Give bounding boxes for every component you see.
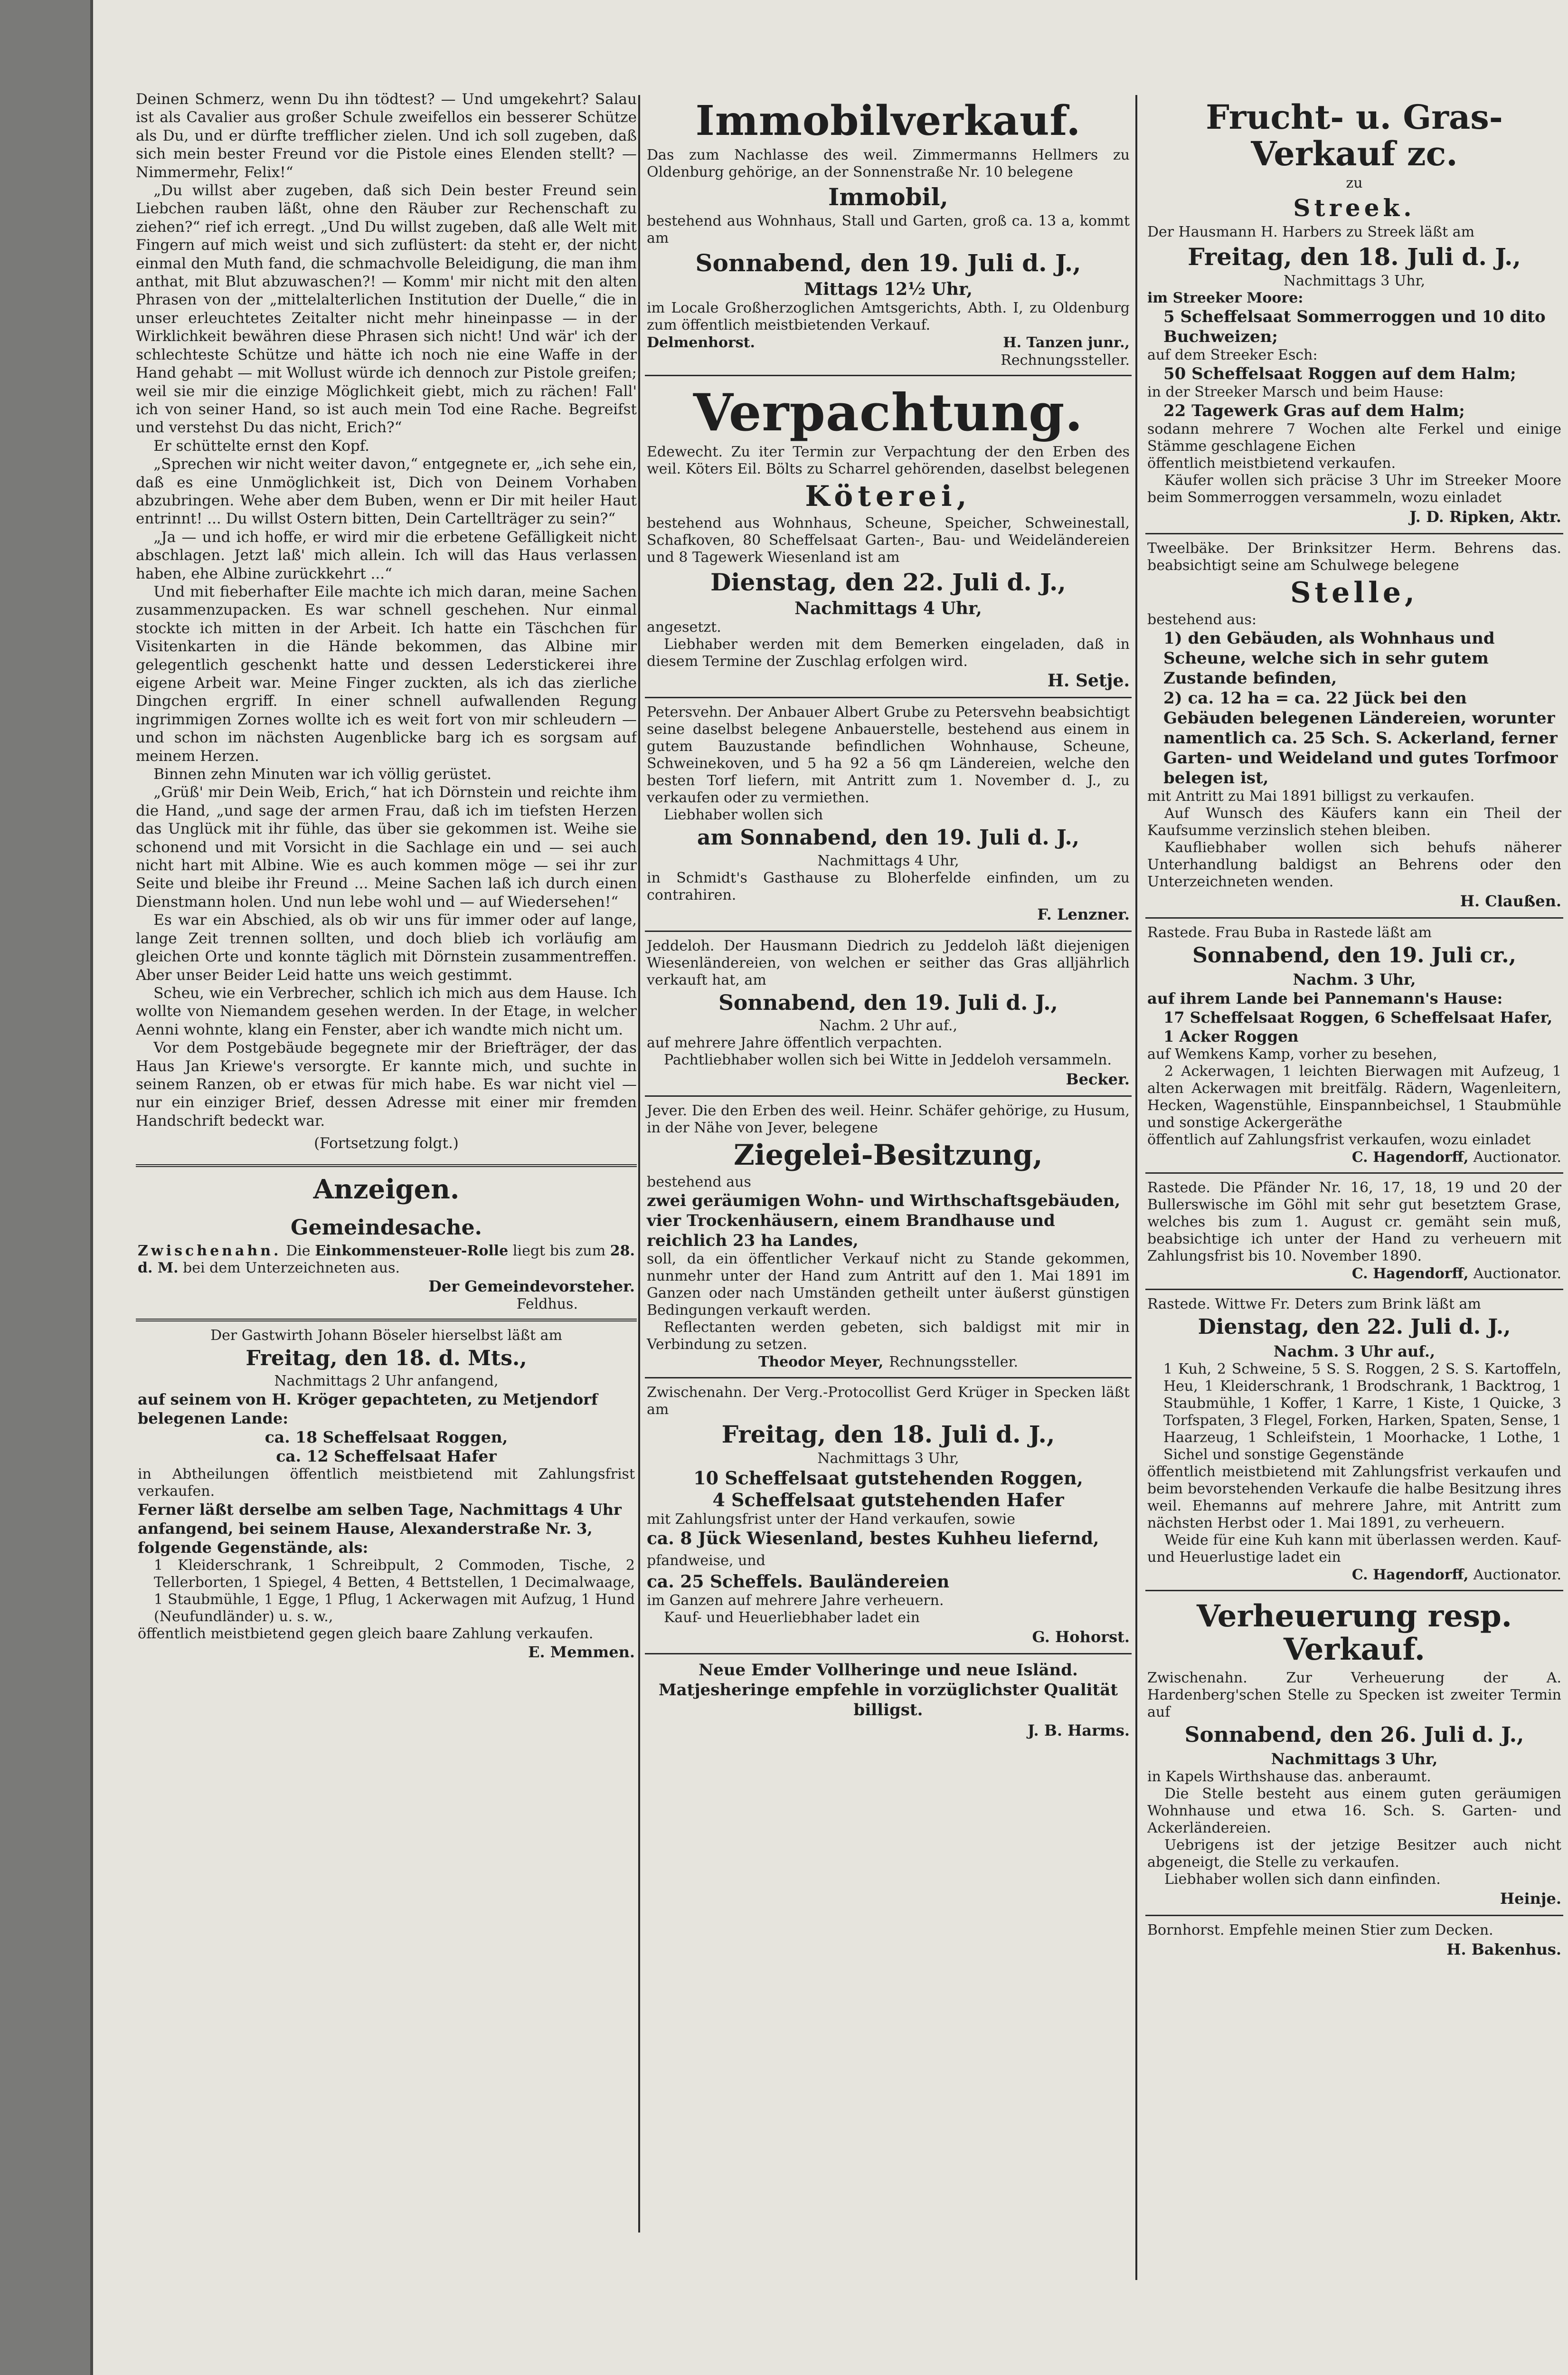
ad-signature: Delmenhorst. H. Tanzen junr., [647, 334, 1130, 351]
column-middle [645, 90, 1132, 1747]
ad-text: Ferner läßt derselbe am selben Tage, Nachmittags 4 Uhr anfangend, bei seinem Hause, Alexanderstraße Nr. 3, folgende Gegenstände, als: [138, 1500, 622, 1557]
ad-text: bestehend aus [647, 1174, 751, 1191]
ad-item: ca. 18 Scheffelsaat Roggen, [264, 1427, 508, 1446]
ad-text: Weide für eine Kuh kann mit überlassen werden. Kauf- und Heuerlustige ladet ein [1147, 1531, 1561, 1566]
ad-text: Bornhorst. Empfehle meinen Stier zum Decken. [1147, 1921, 1493, 1938]
ad-text: mit Antritt zu Mai 1891 billigst zu verkaufen. [1147, 788, 1475, 805]
ad-text: auf seinem von H. Kröger gepachteten, zu Metjendorf belegenen Lande: [138, 1390, 598, 1427]
ad-text: Jeddeloh. Der Hausmann Diedrich zu Jeddeloh läßt diejenigen Wiesenländereien, von welchen er seither das Gras alljährlich verkauft hat, am [647, 937, 1130, 988]
ad-text: auf dem Streeker Esch: [1147, 347, 1318, 363]
ad-signer: F. Lenzner. [1037, 905, 1130, 923]
ad-ziegelei [645, 1097, 1132, 1378]
story-paragraph: Binnen zehn Minuten war ich völlig gerüstet. [153, 766, 492, 783]
ad-item: 22 Tagewerk Gras auf dem Halm; [1163, 401, 1465, 420]
column-rule-2 [1135, 95, 1137, 2280]
story-paragraph: „Grüß' mir Dein Weib, Erich,“ hat ich Dörnstein und reichte ihm die Hand, „und sage der armen Frau, daß ich im tiefsten Herzen das Unglück mit ihr fühle, das über sie gekommen ist. Weihe sie schonend und mit Vorsicht in die Sachlage ein und — sei auch nicht hart mit Albine. Wie es auch kommen möge — sei ihr zur Seite und bleibe ihr Freund ... Meine Sachen laß ich durch einen Dienstmann holen. Und nun lebe wohl und — auf Wiedersehen!“ [136, 784, 637, 911]
ad-text: Liebhaber wollen sich dann einfinden. [1164, 1871, 1441, 1888]
ad-date: Freitag, den 18. Juli d. J., [1188, 243, 1521, 271]
ad-time: Nachmittags 4 Uhr, [794, 598, 982, 619]
ad-text: zwei geräumigen Wohn- und Wirthschaftsgebäuden, vier Trockenhäusern, einem Brandhause und reichlich 23 ha Landes, [647, 1191, 1121, 1251]
ad-text: auf mehrere Jahre öffentlich verpachten. [647, 1035, 943, 1052]
ad-item: 2) ca. 12 ha = ca. 22 Jück bei den Gebäuden belegenen Ländereien, worunter namentlich ca. 25 Sch. S. Ackerland, ferner Garten- und Weideland und gutes Torfmoor belegen ist, [1163, 689, 1558, 788]
ad-place: Streek. [1293, 194, 1416, 222]
ad-text: bestehend aus: [1147, 611, 1257, 628]
ad-text: auf Wemkens Kamp, vorher zu besehen, [1147, 1046, 1437, 1063]
ad-signer: H. Bakenhus. [1446, 1940, 1561, 1958]
ad-text: Kaufliebhaber wollen sich behufs näherer Unterhandlung baldigst an Behrens oder den Unterzeichneten wenden. [1147, 839, 1561, 890]
ad-text: im Streeker Moore: [1147, 290, 1304, 306]
ad-text: Jever. Die den Erben des weil. Heinr. Schäfer gehörige, zu Husum, in der Nähe von Jever, belegene [647, 1102, 1130, 1137]
ad-text: Rastede. Die Pfänder Nr. 16, 17, 18, 19 und 20 der Bullerswische im Göhl mit sehr gut besetztem Grase, welches bis zum 1. August cr. gemäht sein muß, beabsichtige ich unter der Hand zu verheuern mit Zahlungsfrist bis 10. November 1890. [1147, 1179, 1561, 1265]
ad-time: Nachmittags 3 Uhr, [817, 1450, 959, 1467]
ad-buba [1145, 919, 1563, 1174]
ad-text: bestehend aus Wohnhaus, Stall und Garten, groß ca. 13 a, kommt am [647, 212, 1130, 247]
ad-text: in Schmidt's Gasthause zu Bloherfelde einfinden, um zu contrahiren. [647, 869, 1130, 903]
ad-text: Zwischenahn. Der Verg.-Protocollist Gerd Krüger in Specken läßt am [647, 1384, 1130, 1418]
ad-date: am Sonnabend, den 19. Juli d. J., [697, 826, 1080, 850]
ad-bakenhus [1145, 1916, 1563, 1966]
ad-title: Immobilverkauf. [695, 97, 1081, 145]
ad-signature: C. Hagendorff, Auctionator. [1351, 1149, 1561, 1166]
ad-items: 1 Kleiderschrank, 1 Schreibpult, 2 Commoden, Tische, 2 Tellerborten, 1 Spiegel, 4 Betten, 4 Bettstellen, 1 Decimalwaage, 1 Staubmühle, 1 Egge, 1 Pflug, 1 Ackerwagen mit Aufzug, 1 Hund (Neufundländer) u. s. w., [154, 1557, 635, 1625]
ad-text: im Locale Großherzoglichen Amtsgerichts, Abth. I, zu Oldenburg zum öffentlich meistbietenden Verkauf. [647, 299, 1130, 333]
ad-boeseler [136, 1321, 637, 1667]
ad-time: Nachm. 3 Uhr, [1293, 970, 1416, 989]
continued-note: (Fortsetzung folgt.) [314, 1135, 459, 1152]
ad-text: sodann mehrere 7 Wochen alte Ferkel und einige Stämme geschlagene Eichen [1147, 421, 1561, 455]
ad-signer-name: Feldhus. [516, 1295, 578, 1312]
story-paragraph: Es war ein Abschied, als ob wir uns für immer oder auf lange, lange Zeit trennen sollten, und doch blieb ich vorläufig am gleichen Orte und konnte täglich mit Dörnstein zusammentreffen. Aber unser Beider Leid hatte uns weich gestimmt. [136, 912, 637, 984]
ad-verpachtung [645, 376, 1132, 699]
ad-signature: Theodor Meyer, Rechnungssteller. [758, 1354, 1019, 1371]
ad-title: Verpachtung. [693, 382, 1084, 443]
ad-text: Tweelbäke. Der Brinksitzer Herm. Behrens das. beabsichtigt seine am Schulwege belegene [1147, 540, 1561, 574]
ad-item: 17 Scheffelsaat Roggen, 6 Scheffelsaat Hafer, 1 Acker Roggen [1163, 1008, 1553, 1046]
ad-title: Gemeindesache. [291, 1216, 482, 1240]
ad-signer: H. Claußen. [1460, 892, 1561, 910]
ad-gemeindesache [136, 1208, 637, 1321]
ad-time: Nachm. 3 Uhr auf., [1273, 1342, 1436, 1360]
ad-text: Uebrigens ist der jetzige Besitzer auch nicht abgeneigt, die Stelle zu verkaufen. [1147, 1836, 1561, 1871]
ad-stelle [1145, 534, 1563, 919]
ad-date: Freitag, den 18. d. Mts., [246, 1346, 527, 1370]
ad-item: 50 Scheffelsaat Roggen auf dem Halm; [1163, 364, 1516, 383]
ad-date: Sonnabend, den 19. Juli cr., [1192, 943, 1516, 968]
ad-text: Das zum Nachlasse des weil. Zimmermanns Hellmers zu Oldenburg gehörige, an der Sonnenstraße Nr. 10 belegene [647, 146, 1130, 180]
ad-items: 1 Kuh, 2 Schweine, 5 S. S. Roggen, 2 S. S. Kartoffeln, Heu, 1 Kleiderschrank, 1 Brodschrank, 1 Backtrog, 1 Staubmühle, 1 Koffer, 1 Karre, 1 Kiste, 1 Quicke, 3 Torfspaten, 3 Flegel, Forken, Harken, Spaten, Sense, 1 Haarzeug, 1 Schleifstein, 1 Moorhacke, 1 Lothe, 1 Sichel und sonstige Gegenstände [1163, 1360, 1561, 1463]
ad-verheuerung [1145, 1591, 1563, 1916]
newspaper-page [93, 0, 1568, 2375]
story-paragraph: „Sprechen wir nicht weiter davon,“ entgegnete er, „ich sehe ein, daß es eine Unmöglichkeit ist, Dich von Deinem Vorhaben abzubringen. Wehe aber dem Buben, wenn er Dir mit heiler Haut entrinnt! ... Du willst Ostern bitten, Dein Cartellträger zu sein?“ [136, 456, 637, 528]
ad-time: Nachmittags 3 Uhr, [1283, 273, 1426, 289]
story-paragraph: Deinen Schmerz, wenn Du ihn tödtest? — Und umgekehrt? Salau ist als Cavalier aus großer Schule zweifellos ein besserer Schütze als Du, und er dürfte trefflicher zielen. Und ich soll zugeben, daß sich mein bester Freund vor die Pistole eines Elenden stellt? — Nimmermehr, Felix!“ [136, 91, 637, 181]
ad-signature: C. Hagendorff, Auctionator. [1351, 1566, 1561, 1583]
ad-text: bestehend aus Wohnhaus, Scheune, Speicher, Schweinestall, Schafkoven, 80 Scheffelsaat Garten-, Bau- und Weideländereien und 8 Tagewerk Wiesenland ist am [647, 515, 1130, 566]
ad-signer: G. Hohorst. [1032, 1628, 1130, 1646]
story-paragraph: Vor dem Postgebäude begegnete mir der Briefträger, der das Haus Jan Kriewe's versorgte. Er kannte mich, und suchte in seinem Ranzen, ob er etwas für mich habe. Es war nicht viel — nur ein einziger Brief, dessen Adresse mit einer mir fremden Handschrift bedeckt war. [136, 1039, 637, 1130]
ad-signer: H. Setje. [1047, 671, 1130, 691]
ad-text: angesetzt. [647, 619, 721, 636]
story-paragraph: „Ja — und ich hoffe, er wird mir die erbetene Gefälligkeit nicht abschlagen. Jetzt laß' mich allein. Ich will das Haus verlassen haben, ehe Albine zurückkehrt ...“ [136, 528, 637, 582]
ad-object: Ziegelei-Besitzung, [734, 1139, 1043, 1172]
ad-text: Die Stelle besteht aus einem guten geräumigen Wohnhause und etwa 16. Sch. S. Garten- und Ackerländereien. [1147, 1785, 1561, 1836]
ad-text: Neue Emder Vollheringe und neue Isländ. Matjesheringe empfehle in vorzüglichster Qualität billigst. [658, 1661, 1118, 1720]
ad-object: Köterei, [805, 480, 972, 513]
ad-item: ca. 25 Scheffels. Bauländereien [647, 1572, 950, 1592]
ad-jeddeloh [645, 932, 1132, 1097]
ad-date: Freitag, den 18. Juli d. J., [721, 1420, 1055, 1449]
ad-text: Kauf- und Heuerliebhaber ladet ein [664, 1609, 920, 1626]
ad-text: Zwischenahn. Zur Verheuerung der A. Hardenberg'schen Stelle zu Specken ist zweiter Termin auf [1147, 1669, 1561, 1720]
ad-date: Dienstag, den 22. Juli d. J., [1198, 1315, 1511, 1340]
ad-title: Verheuerung resp. Verkauf. [1196, 1598, 1512, 1668]
ad-item: 4 Scheffelsaat gutstehenden Hafer [712, 1489, 1064, 1511]
ad-text: im Ganzen auf mehrere Jahre verheuern. [647, 1592, 944, 1609]
ad-text: Pachtliebhaber wollen sich bei Witte in Jeddeloh versammeln. [664, 1052, 1112, 1069]
ad-text: soll, da ein öffentlicher Verkauf nicht zu Stande gekommen, nunmehr unter der Hand zum Antritt auf den 1. Mai 1891 im Ganzen oder nach Umständen getheilt unter äußerst günstigen Bedingungen verkauft werden. [647, 1251, 1130, 1319]
ad-title: Frucht- u. Gras-Verkauf zc. [1206, 97, 1503, 173]
ad-text: auf ihrem Lande bei Pannemann's Hause: [1147, 989, 1503, 1008]
ad-text: Der Gastwirth Johann Böseler hierselbst läßt am [210, 1327, 562, 1344]
ad-time: Mittags 12½ Uhr, [804, 279, 973, 299]
ad-text: Petersvehn. Der Anbauer Albert Grube zu Petersvehn beabsichtigt seine daselbst belegene Anbauerstelle, bestehend aus einem in gutem Bauzustande befindlichen Wohnhause, Scheune, Schweinekoven, und 5 ha 92 a 56 qm Ländereien, welche den besten Torf liefern, mit Antritt zum 1. November d. J., zu verkaufen oder zu vermiethen. [647, 704, 1130, 807]
ad-object: Stelle, [1290, 576, 1418, 609]
story-paragraph: Und mit fieberhafter Eile machte ich mich daran, meine Sachen zusammenzupacken. Es war schnell geschehen. Nur einmal stockte ich mitten in der Arbeit. Ich hatte ein Täschchen für Visitenkarten in die Hände bekommen, das Albine mir gelegentlich geschenkt hatte und dessen Lederstickerei ihre eigene Arbeit war. Meine Finger zuckten, als ich das zierliche Dingchen ergriff. In einer schnell aufwallenden Regung ingrimmigen Zornes wollte ich es weit fort von mir schleudern — und schon im nächsten Augenblicke barg ich es sorgsam auf meinem Herzen. [136, 583, 637, 765]
ad-signer: E. Memmen. [528, 1643, 635, 1661]
ad-text: öffentlich meistbietend gegen gleich baare Zahlung verkaufen. [138, 1625, 594, 1642]
ad-item: ca. 12 Scheffelsaat Hafer [276, 1446, 497, 1465]
ad-signer: Becker. [1066, 1070, 1130, 1089]
story-paragraph: Scheu, wie ein Verbrecher, schlich ich mich aus dem Hause. Ich wollte von Niemandem gesehen werden. In der Etage, in welcher Aenni wohnte, klang ein Fenster, aber ich wandte mich nicht um. [136, 984, 637, 1038]
column-right [1145, 90, 1563, 1966]
ad-text: Edewecht. Zu iter Termin zur Verpachtung der den Erben des weil. Köters Eil. Bölts zu Scharrel gehörenden, daselbst belegenen [647, 444, 1130, 478]
story-paragraph: Er schüttelte ernst den Kopf. [153, 437, 369, 455]
ad-text: in Kapels Wirthshause das. anberaumt. [1147, 1768, 1431, 1785]
ad-date: Dienstag, den 22. Juli d. J., [710, 568, 1066, 597]
ad-time: Nachm. 2 Uhr auf., [819, 1017, 958, 1035]
ad-text: Liebhaber wollen sich [664, 807, 823, 824]
ad-item: 10 Scheffelsaat gutstehenden Roggen, [693, 1467, 1083, 1489]
ad-text: Liebhaber werden mit dem Bemerken eingeladen, daß in diesem Termine der Zuschlag erfolgen wird. [647, 636, 1130, 670]
ad-signature: C. Hagendorff, Auctionator. [1351, 1265, 1561, 1282]
ad-text: Reflectanten werden gebeten, sich baldigst mit mir in Verbindung zu setzen. [647, 1319, 1130, 1353]
ad-text: mit Zahlungsfrist unter der Hand verkaufen, sowie [647, 1511, 1015, 1528]
ad-time: Nachmittags 2 Uhr anfangend, [274, 1372, 499, 1389]
ad-harms [645, 1654, 1132, 1747]
ad-date: Sonnabend, den 26. Juli d. J., [1184, 1722, 1524, 1747]
ad-krueger [645, 1378, 1132, 1654]
ad-time: Nachmittags 3 Uhr, [1271, 1749, 1438, 1768]
column-rule-1 [638, 95, 640, 2232]
ad-text: zu [1346, 175, 1363, 191]
ad-text: öffentlich meistbietend verkaufen. [1147, 455, 1396, 472]
ad-text: Rastede. Frau Buba in Rastede läßt am [1147, 924, 1432, 941]
ad-text: Der Hausmann H. Harbers zu Streek läßt am [1147, 224, 1475, 240]
ad-immobilverkauf [645, 90, 1132, 376]
ad-item: 1) den Gebäuden, als Wohnhaus und Scheune, welche sich in sehr gutem Zustande befinden, [1163, 629, 1495, 688]
ad-text: Rastede. Wittwe Fr. Deters zum Brink läßt am [1147, 1296, 1481, 1313]
ad-time: Nachmittags 4 Uhr, [817, 852, 959, 869]
ad-text: in Abtheilungen öffentlich meistbietend mit Zahlungsfrist verkaufen. [138, 1465, 635, 1500]
ad-petersvehn [645, 698, 1132, 931]
ad-text: Auf Wunsch des Käufers kann ein Theil der Kaufsumme verzinslich stehen bleiben. [1147, 805, 1561, 839]
ad-text: öffentlich auf Zahlungsfrist verkaufen, wozu einladet [1147, 1131, 1531, 1149]
ad-text: in der Streeker Marsch und beim Hause: [1147, 384, 1444, 400]
ad-date: Sonnabend, den 19. Juli d. J., [695, 248, 1081, 277]
ad-text: 2 Ackerwagen, 1 leichten Bierwagen mit Aufzeug, 1 alten Ackerwagen mit breitfälg. Rädern, Wagenleitern, Hecken, Wagenstühle, Einspannbeichsel, 1 Staubmühle und sonstige Ackergeräthe [1147, 1063, 1561, 1131]
ad-pfaender [1145, 1174, 1563, 1290]
ad-object: Immobil, [828, 182, 948, 211]
ad-date: Sonnabend, den 19. Juli d. J., [718, 990, 1058, 1015]
ad-signer: J. B. Harms. [1027, 1721, 1130, 1740]
ad-text: Käufer wollen sich präcise 3 Uhr im Streeker Moore beim Sommerroggen versammeln, wozu einladet [1147, 472, 1561, 506]
ad-signer: J. D. Ripken, Aktr. [1409, 508, 1561, 526]
ad-signer: Heinje. [1500, 1889, 1561, 1908]
story-paragraph: „Du willst aber zugeben, daß sich Dein bester Freund sein Liebchen rauben läßt, ohne den Räuber zur Rechenschaft zu ziehen?“ rief ich erregt. „Und Du willst zugeben, daß alle Welt mit Fingern auf mich weist und sich zuflüstert: da steht er, der nicht einmal den Muth fand, die schmachvolle Beleidigung, die man ihm anthat, mit Blut abzuwaschen?! — Komm' mir nicht mit den alten Phrasen von der „mittelalterlichen Institution der Duelle,“ die in unser erleuchtetes Zeitalter nicht mehr hineinpasse — in der Wirklichkeit bewähren diese Phrasen sich nicht! Und wär' ich der schlechteste Schütze und hätte ich noch nie eine Waffe in der Hand gehabt — mit Wollust würde ich dennoch zur Pistole greifen; weil sie mir die einzige Möglichkeit giebt, mich zu rächen! Fall' ich von seiner Hand, so ist auch mein Tod eine Rache. Begreifst und verstehst Du das nicht, Erich?“ [136, 182, 637, 437]
ad-deters [1145, 1290, 1563, 1591]
ad-signer: Der Gemeindevorsteher. [428, 1277, 635, 1295]
ad-role: Rechnungssteller. [1001, 352, 1130, 369]
column-left [136, 90, 637, 1667]
ad-text: Zwischenahn. Die Einkommensteuer-Rolle liegt bis zum 28. d. M. bei dem Unterzeichneten aus. [138, 1242, 635, 1276]
section-rule [136, 1164, 637, 1167]
anzeigen-heading: Anzeigen. [313, 1174, 460, 1206]
ad-item: 5 Scheffelsaat Sommerroggen und 10 dito Buchweizen; [1163, 307, 1546, 346]
ad-text: öffentlich meistbietend mit Zahlungsfrist verkaufen und beim bevorstehenden Verkaufe die halbe Besitzung ihres weil. Ehemanns auf mehrere Jahre, mit Antritt zum nächsten Herbst oder 1. Mai 1891, zu verheuern. [1147, 1463, 1561, 1531]
ad-item: ca. 8 Jück Wiesenland, bestes Kuhheu liefernd, pfandweise, und [647, 1529, 1099, 1569]
ad-frucht-gras [1145, 90, 1563, 534]
serial-story [136, 90, 637, 1130]
